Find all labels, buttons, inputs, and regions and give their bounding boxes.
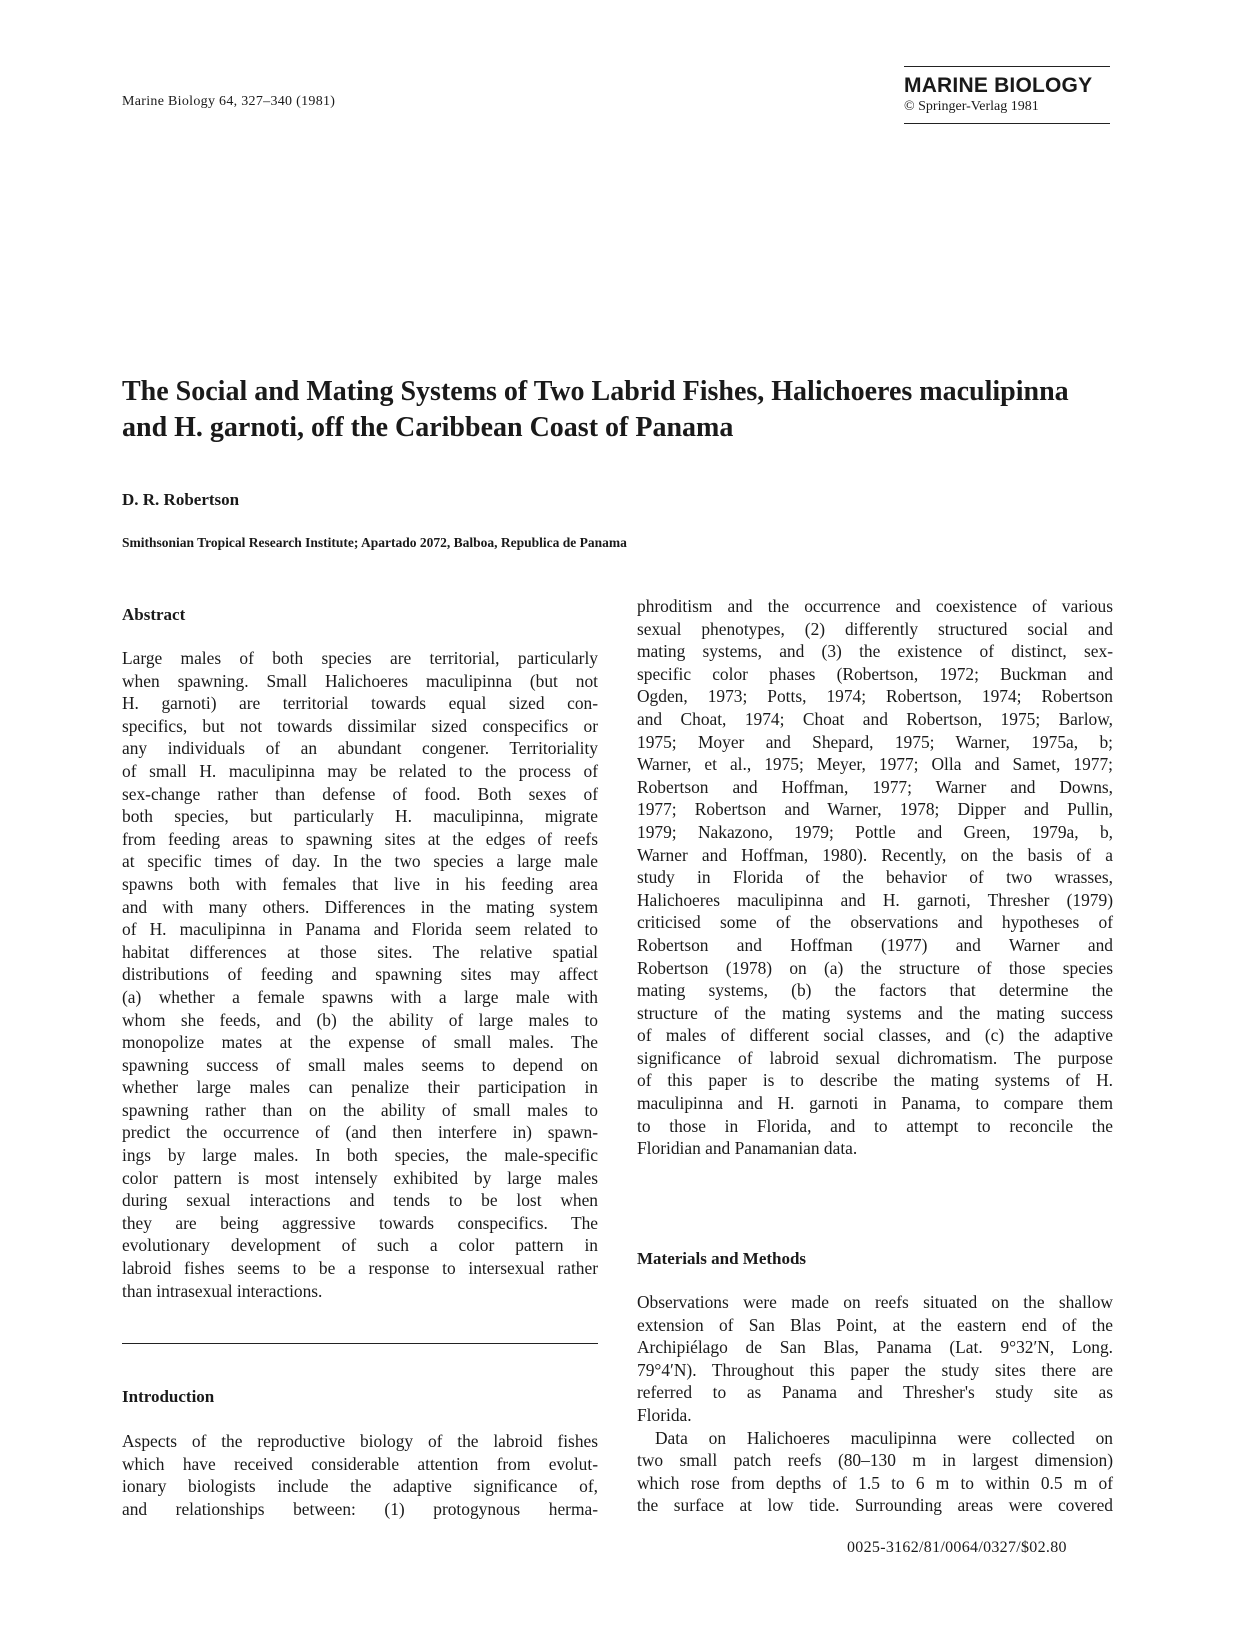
text-line: Warner and Hoffman, 1980). Recently, on the basis of a [637,844,1113,865]
text-line: which rose from depths of 1.5 to 6 m to within 0.5 m of [637,1472,1113,1493]
text-line: sexual phenotypes, (2) differently structured social and [637,618,1113,639]
text-line: spawning success of small males seems to depend on [122,1054,598,1075]
text-line: ionary biologists include the adaptive significance of, [122,1476,598,1497]
methods-paragraph-1 [637,1291,1113,1427]
title-line-2: and H. garnoti, off the Caribbean Coast of Panama [122,412,734,443]
text-line: Florida. [637,1404,692,1425]
text-line: Data on Halichoeres maculipinna were collected on [655,1427,1113,1448]
text-line: from feeding areas to spawning sites at the edges of reefs [122,828,598,849]
text-line: significance of labroid sexual dichromatism. The purpose [637,1047,1113,1068]
text-line: structure of the mating systems and the mating success [637,1002,1113,1023]
text-line: Aspects of the reproductive biology of the labroid fishes [122,1431,598,1451]
text-line: two small patch reefs (80–130 m in largest dimension) [637,1450,1113,1471]
text-line: Floridian and Panamanian data. [637,1138,858,1159]
text-line: 1979; Nakazono, 1979; Pottle and Green, 1979a, b, [637,821,1113,842]
title-line-1: The Social and Mating Systems of Two Labrid Fishes, Halichoeres maculipinna [122,376,1069,407]
methods-paragraph-2 [637,1427,1113,1517]
text-line: than intrasexual interactions. [122,1280,323,1301]
text-line: Robertson and Hoffman, 1977; Warner and Downs, [637,776,1113,797]
text-line: monopolize mates at the expense of small males. The [122,1032,598,1053]
text-line: phroditism and the occurrence and coexistence of various [637,596,1113,616]
text-line: of H. maculipinna in Panama and Florida seem related to [122,919,598,940]
text-line: whether large males can penalize their participation in [122,1077,598,1098]
masthead-bottom-rule [904,123,1110,124]
text-line: of males of different social classes, and (c) the adaptive [637,1025,1113,1046]
masthead-top-rule [904,66,1110,67]
text-line: any individuals of an abundant congener. Territoriality [122,738,598,759]
text-line: color pattern is most intensely exhibited by large males [122,1167,598,1188]
text-line: of this paper is to describe the mating systems of H. [637,1070,1113,1091]
text-line: Robertson and Hoffman (1977) and Warner and [637,934,1113,955]
text-line: Robertson (1978) on (a) the structure of those species [637,957,1113,978]
introduction-continued [637,595,1113,1160]
text-line: study in Florida of the behavior of two wrasses, [637,867,1113,888]
text-line: and relationships between: (1) protogynous herma- [122,1498,598,1519]
text-line: spawning rather than on the ability of small males to [122,1099,598,1120]
copyright-notice: © Springer-Verlag 1981 [904,99,1039,114]
introduction-body [122,1430,598,1520]
text-line: specifics, but not towards dissimilar sized conspecifics or [122,715,598,736]
introduction-heading: Introduction [122,1387,215,1406]
text-line: predict the occurrence of (and then interfere in) spawn- [122,1122,598,1143]
text-line: 1975; Moyer and Shepard, 1975; Warner, 1975a, b; [637,731,1113,752]
text-line: Halichoeres maculipinna and H. garnoti, Thresher (1979) [637,889,1113,910]
abstract-heading: Abstract [122,605,186,624]
methods-heading: Materials and Methods [637,1249,807,1268]
text-line: when spawning. Small Halichoeres maculipinna (but not [122,670,598,691]
author-name: D. R. Robertson [122,490,240,509]
text-line: to those in Florida, and to attempt to reconcile the [637,1115,1113,1136]
text-line: specific color phases (Robertson, 1972; Buckman and [637,663,1113,684]
text-line: labroid fishes seems to be a response to intersexual rather [122,1258,598,1279]
text-line: (a) whether a female spawns with a large male with [122,986,598,1007]
text-line: extension of San Blas Point, at the eastern end of the [637,1314,1113,1335]
abstract-body [122,647,598,1302]
text-line: Large males of both species are territorial, particularly [122,648,598,668]
text-line: the surface at low tide. Surrounding areas were covered [637,1495,1113,1516]
journal-masthead [904,66,1110,124]
journal-citation: Marine Biology 64, 327–340 (1981) [122,94,336,109]
text-line: spawns both with females that live in his feeding area [122,873,598,894]
text-line: distributions of feeding and spawning sites may affect [122,964,598,985]
text-line: Warner, et al., 1975; Meyer, 1977; Olla and Samet, 1977; [637,754,1113,775]
text-line: both species, but particularly H. maculipinna, migrate [122,806,598,827]
text-line: ings by large males. In both species, the male-specific [122,1145,598,1166]
text-line: sex-change rather than defense of food. Both sexes of [122,783,598,804]
text-line: Ogden, 1973; Potts, 1974; Robertson, 1974; Robertson [637,686,1113,707]
author-affiliation: Smithsonian Tropical Research Institute; Apartado 2072, Balboa, Republica de Panama [122,535,627,550]
text-line: and with many others. Differences in the mating system [122,896,598,917]
text-line: they are being aggressive towards conspecifics. The [122,1212,598,1233]
text-line: evolutionary development of such a color pattern in [122,1235,598,1256]
text-line: H. garnoti) are territorial towards equal sized con- [122,693,598,714]
text-line: 1977; Robertson and Warner, 1978; Dipper and Pullin, [637,799,1113,820]
text-line: maculipinna and H. garnoti in Panama, to compare them [637,1093,1113,1114]
journal-name: MARINE BIOLOGY [904,74,1093,97]
text-line: whom she feeds, and (b) the ability of large males to [122,1009,598,1030]
issn-code: 0025-3162/81/0064/0327/$02.80 [847,1539,1067,1556]
paper-title [122,374,1122,446]
text-line: referred to as Panama and Thresher's study site as [637,1382,1113,1403]
text-line: habitat differences at those sites. The relative spatial [122,941,598,962]
text-line: mating systems, and (3) the existence of distinct, sex- [637,641,1113,662]
text-line: and Choat, 1974; Choat and Robertson, 1975; Barlow, [637,708,1113,729]
methods-body [637,1291,1113,1517]
text-line: which have received considerable attention from evolut- [122,1453,598,1474]
text-line: mating systems, (b) the factors that determine the [637,980,1113,1001]
section-divider [122,1343,598,1344]
text-line: criticised some of the observations and hypotheses of [637,912,1113,933]
text-line: during sexual interactions and tends to be lost when [122,1190,598,1211]
text-line: 79°4′N). Throughout this paper the study sites there are [637,1359,1113,1380]
text-line: Observations were made on reefs situated on the shallow [637,1292,1113,1312]
text-line: at specific times of day. In the two species a large male [122,851,598,872]
text-line: Archipiélago de San Blas, Panama (Lat. 9°32′N, Long. [637,1337,1113,1358]
text-line: of small H. maculipinna may be related to the process of [122,760,598,781]
